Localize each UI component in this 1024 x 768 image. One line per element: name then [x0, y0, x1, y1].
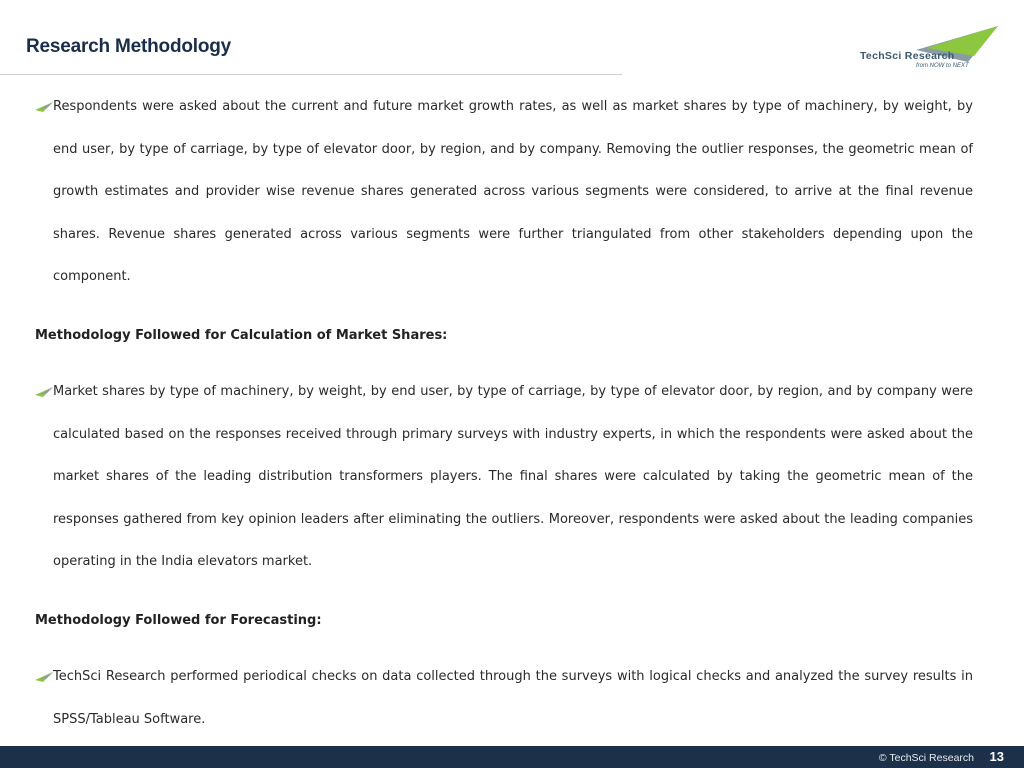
bullet-text: Market shares by type of machinery, by weight, by end user, by type of carriage, by type of elevator door, by region, and by company were calculated based on the responses received through primary surveys with industry experts, in which the respondents were asked about the market shares of the leading distribution transformers players. The final shares were calculated by taking the geometric mean of the responses gathered from key opinion leaders after eliminating the outliers. Moreover, respondents were asked about the leading companies operating in the India elevators market.	[53, 384, 973, 570]
footer-bar	[0, 746, 1024, 768]
bullet-item	[35, 86, 973, 299]
arrow-bullet-icon	[35, 102, 53, 112]
section-heading: Methodology Followed for Calculation of Market Shares:	[35, 328, 448, 343]
techsci-logo	[856, 26, 1002, 72]
title-divider	[0, 74, 622, 75]
arrow-bullet-icon	[35, 387, 53, 397]
bullet-item	[35, 656, 973, 741]
section-heading: Methodology Followed for Forecasting:	[35, 613, 322, 628]
page-title: Research Methodology	[26, 36, 232, 57]
bullet-text: TechSci Research performed periodical checks on data collected through the surveys with logical checks and analyzed the survey results in SPSS/Tableau Software.	[53, 669, 973, 727]
bullet-text: Respondents were asked about the current and future market growth rates, as well as market shares by type of machinery, by weight, by end user, by type of carriage, by type of elevator door, by region, and by company. Removing the outlier responses, the geometric mean of growth estimates and provider wise revenue shares generated across various segments were considered, to arrive at the final revenue shares. Revenue shares generated across various segments were further triangulated from other stakeholders depending upon the component.	[53, 99, 973, 285]
footer-copyright: © TechSci Research	[878, 752, 974, 764]
page-number: 13	[989, 749, 1004, 764]
bullet-item	[35, 371, 973, 584]
logo-text: TechSci Research	[860, 50, 955, 62]
arrow-bullet-icon	[35, 672, 53, 682]
logo-tagline: from NOW to NEXT	[916, 63, 969, 69]
